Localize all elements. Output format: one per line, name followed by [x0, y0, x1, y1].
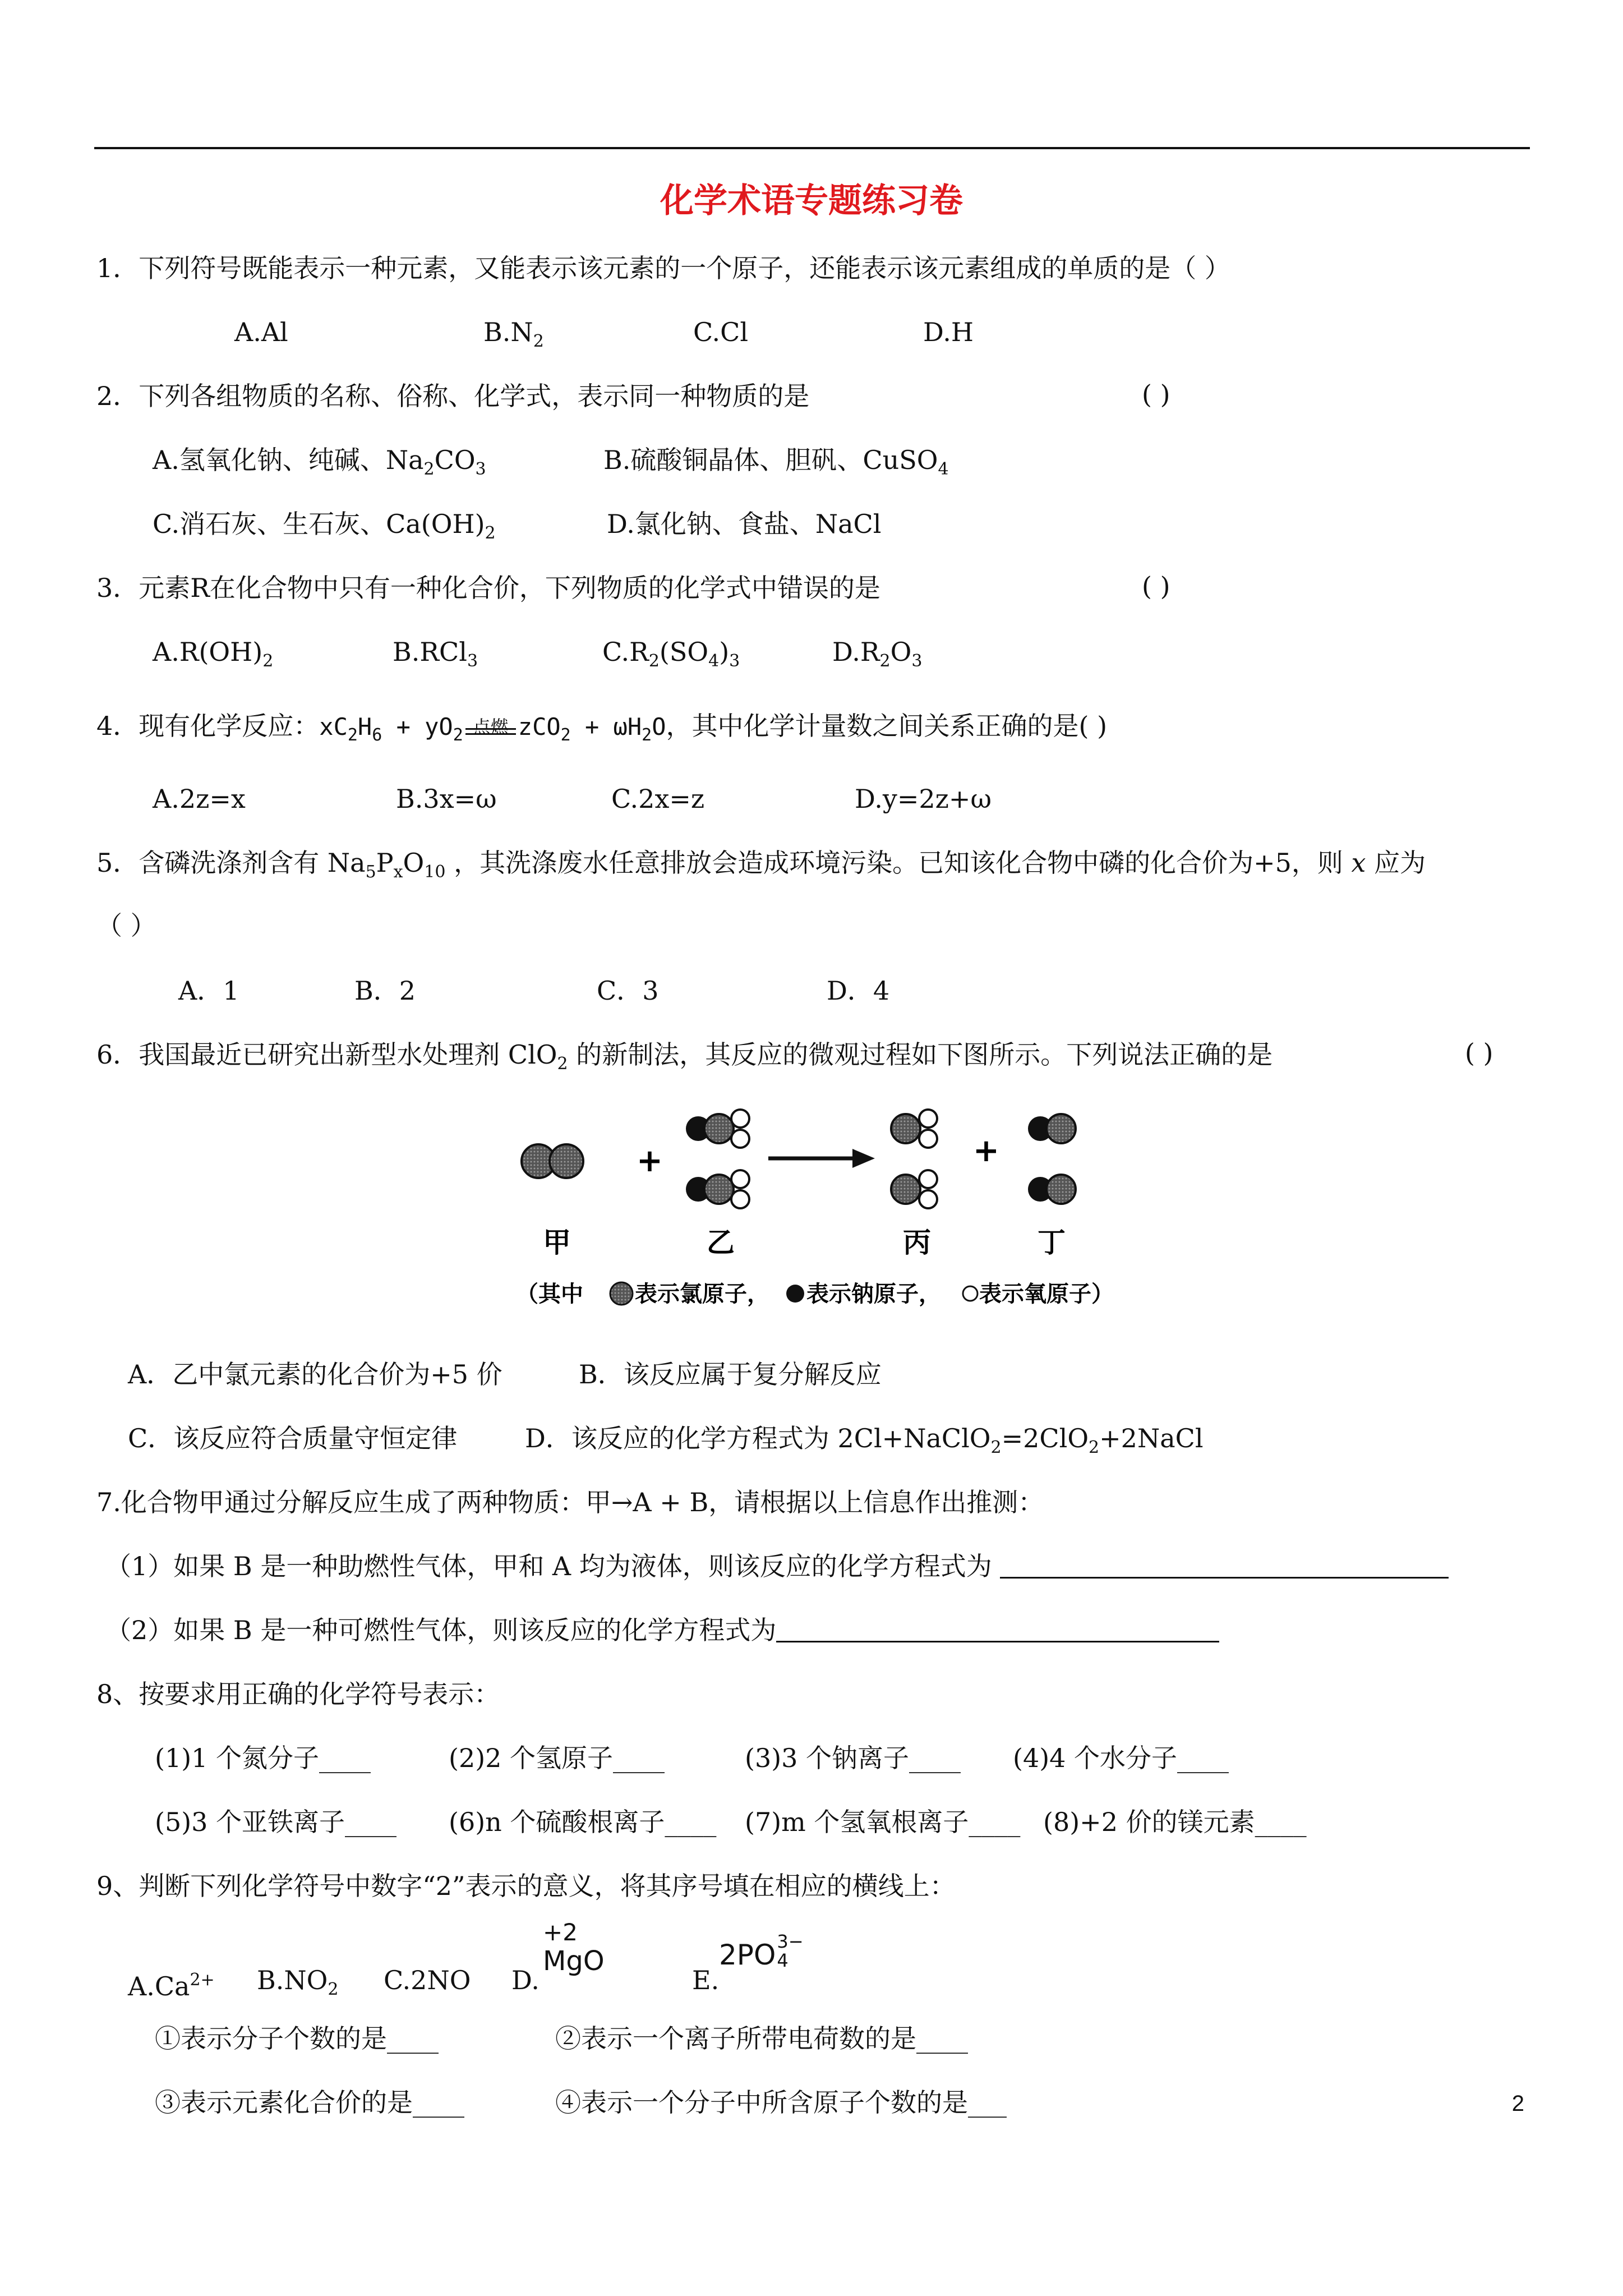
q7-answer-blank-2[interactable]	[776, 1616, 1219, 1642]
q8-stem: 8、按要求用正确的化学符号表示：	[96, 1679, 500, 1709]
q9-option-b: $B.NO_2$	[257, 1965, 339, 1999]
q2-answer-paren: ( )	[1142, 379, 1170, 409]
q6-option-b: B．该反应属于复分解反应	[579, 1359, 882, 1389]
q5-option-a: A．1	[178, 976, 239, 1006]
q6-answer-paren: ( )	[1465, 1038, 1493, 1068]
q1-option-a: A.Al	[234, 317, 288, 347]
q9-item-4: ④表示一个分子中所含原子个数的是___	[555, 2087, 1007, 2118]
molecule-bing	[891, 1110, 937, 1208]
q1-option-b: $B.N_2$	[483, 317, 544, 351]
q2-stem: 2．下列各组物质的名称、俗称、化学式，表示同一种物质的是	[96, 381, 810, 411]
q4-condition: 点燃	[472, 716, 509, 738]
q3-option-c: $C.R_2(SO_4)_3$	[602, 637, 740, 671]
q7-part2: （2）如果 B 是一种可燃性气体，则该反应的化学方程式为	[105, 1613, 1219, 1647]
q3-option-d: $D.R_2O_3$	[832, 637, 923, 671]
svg-text:（其中: （其中	[516, 1281, 583, 1307]
q9-option-e: E.	[692, 1965, 720, 1995]
q9-item-2: ②表示一个离子所带电荷数的是____	[555, 2023, 968, 2054]
q2-option-b: B.硫酸铜晶体、胆矾、CuSO$_4$	[603, 445, 949, 479]
q1-option-d: D.H	[923, 317, 974, 347]
q5-option-b: B．2	[354, 976, 416, 1006]
q5-stem: 5．含磷洗涤剂含有 $Na_5P_xO_{10}$ ，其洗涤废水任意排放会造成环境污染。已知该化合物中磷的化合价为+5，则 x 应为	[96, 848, 1426, 882]
reaction-diagram	[516, 1099, 1150, 1313]
q3-option-b: B.RCl$_3$	[393, 637, 478, 671]
q7-answer-blank-1[interactable]	[1000, 1552, 1449, 1579]
svg-text:表示氯原子，: 表示氯原子，	[635, 1281, 769, 1307]
q7-part1: （1）如果 B 是一种助燃性气体，甲和 A 均为液体，则该反应的化学方程式为	[105, 1549, 1449, 1583]
q9-option-e-formula: 2PO 3− 4	[719, 1931, 804, 1971]
q9-stem: 9、判断下列化学符号中数字“2”表示的意义，将其序号填在相应的横线上：	[96, 1871, 956, 1901]
q4-equation: $xC_2H_6 + yO_2$ 点燃 $zCO_2 + \omega H_2O$	[319, 713, 666, 740]
q1-stem: 1．下列符号既能表示一种元素，又能表示该元素的一个原子，还能表示该元素组成的单质的是（ ）	[96, 253, 1230, 283]
q6-option-a: A．乙中氯元素的化合价为+5 价	[128, 1359, 502, 1389]
q4-option-c: C.2x=z	[611, 784, 705, 814]
molecule-yi	[686, 1110, 749, 1208]
q7-stem: 7.化合物甲通过分解反应生成了两种物质：甲→A + B，请根据以上信息作出推测：	[96, 1487, 1044, 1517]
q3-option-a: $A.R(OH)_2$	[153, 637, 274, 671]
q9-option-d: D.	[511, 1965, 540, 1995]
legend-na-icon	[786, 1285, 804, 1303]
q4-option-d: D.y=2z+ω	[855, 784, 992, 814]
q3-stem: 3．元素R在化合物中只有一种化合价，下列物质的化学式中错误的是	[96, 573, 880, 603]
reaction-arrow	[768, 1149, 875, 1168]
plus-sign-1: +	[637, 1143, 663, 1179]
q4-option-a: A.2z=x	[153, 784, 246, 814]
q9-option-c: C.2NO	[384, 1965, 471, 1995]
q1-option-c: C.Cl	[693, 317, 749, 347]
label-bing: 丙	[903, 1226, 931, 1259]
q2-option-c: C.消石灰、生石灰、$Ca(OH)_2$	[153, 509, 496, 543]
q8-item-7: (7)m 个氢氧根离子____	[745, 1807, 1021, 1837]
q9-item-1: ①表示分子个数的是____	[155, 2023, 439, 2054]
q2-option-a: A.氢氧化钠、纯碱、$Na_2CO_3$	[153, 445, 486, 479]
q8-item-1: (1)1 个氮分子____	[155, 1743, 371, 1773]
q6-stem: 6．我国最近已研究出新型水处理剂 ClO$_2$ 的新制法，其反应的微观过程如下图所示。下列说法正确的是	[96, 1039, 1273, 1074]
page-title: 化学术语专题练习卷	[660, 181, 963, 220]
q3-answer-paren: ( )	[1142, 571, 1170, 601]
q4-stem: 4．现有化学反应：$xC_2H_6 + yO_2$ 点燃 $zCO_2 + \omega H_2O$，其中化学计量数之间关系正确的是( )	[96, 711, 1108, 745]
legend-o-icon	[963, 1286, 978, 1301]
q4-option-b: B.3x=ω	[396, 784, 497, 814]
svg-text:表示钠原子，: 表示钠原子，	[806, 1281, 941, 1307]
svg-text:表示氧原子）: 表示氧原子）	[979, 1281, 1114, 1307]
q9-option-d-valence: +2	[543, 1918, 578, 1946]
q2-option-d: D.氯化钠、食盐、NaCl	[607, 509, 882, 539]
q9-option-a: $A.Ca^{2+}$	[128, 1970, 215, 2001]
q9-option-d-formula: MgO	[543, 1945, 605, 1977]
q8-item-6: (6)n 个硫酸根离子____	[449, 1807, 717, 1837]
page-number: 2	[1511, 2091, 1524, 2116]
diagram-legend	[516, 1281, 1114, 1307]
legend-cl-icon	[610, 1282, 633, 1305]
label-ding: 丁	[1038, 1226, 1066, 1259]
q8-item-2: (2)2 个氢原子____	[449, 1743, 665, 1773]
q8-item-4: (4)4 个水分子____	[1013, 1743, 1229, 1773]
plus-sign-2: +	[973, 1133, 999, 1169]
label-jia: 甲	[543, 1226, 571, 1259]
q8-item-3: (3)3 个钠离子____	[745, 1743, 961, 1773]
molecule-ding	[1028, 1114, 1076, 1204]
q8-item-5: (5)3 个亚铁离子____	[155, 1807, 397, 1837]
q5-option-c: C．3	[597, 976, 659, 1006]
molecule-jia	[522, 1144, 583, 1178]
q9-item-3: ③表示元素化合价的是____	[155, 2087, 464, 2118]
header-rule	[94, 147, 1530, 149]
q5-option-d: D．4	[827, 976, 890, 1006]
label-yi: 乙	[707, 1226, 735, 1259]
q5-answer-paren: （ ）	[96, 910, 156, 941]
q6-option-c: C．该反应符合质量守恒定律	[128, 1423, 458, 1453]
q6-option-d: D．该反应的化学方程式为 2Cl+NaClO$_2$=2ClO$_2$+2NaCl	[525, 1423, 1204, 1457]
q8-item-8: (8)+2 价的镁元素____	[1043, 1807, 1307, 1837]
